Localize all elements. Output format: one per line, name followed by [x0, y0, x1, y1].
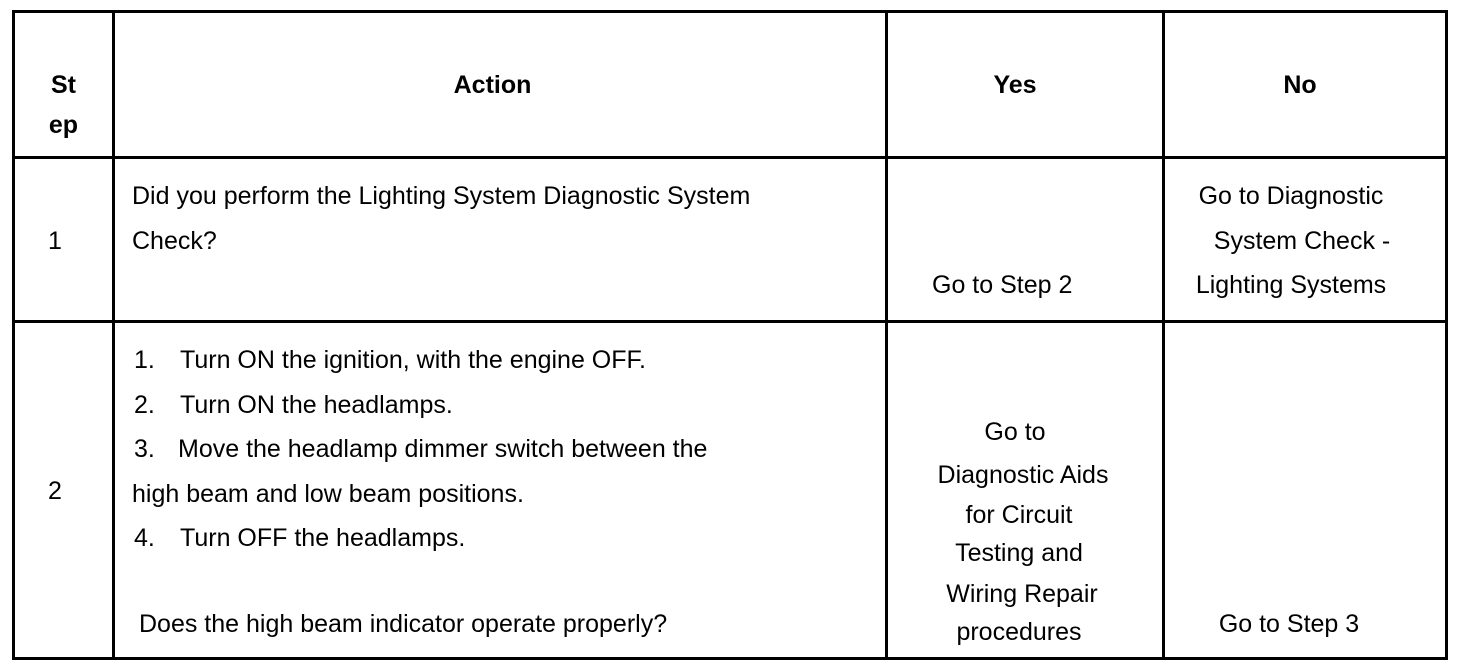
- row-1-step: 1: [48, 227, 62, 255]
- row-2-no: Go to Step 3: [1218, 610, 1360, 638]
- row-2-item-1-text: Turn ON the ignition, with the engine OFF.: [180, 346, 646, 374]
- column-divider-step: [112, 10, 115, 660]
- header-action: Action: [453, 71, 532, 99]
- header-no: No: [1283, 71, 1317, 99]
- header-divider: [12, 156, 1448, 159]
- row-1-no-line-3: Lighting Systems: [1195, 271, 1387, 299]
- table-border-left: [12, 10, 15, 660]
- row-1-no-line-1: Go to Diagnostic: [1198, 182, 1384, 210]
- row-2-yes-line-1: Go to: [984, 418, 1046, 446]
- row-1-yes: Go to Step 2: [932, 271, 1073, 299]
- table-border-top: [12, 10, 1448, 13]
- row-2-yes-line-3: for Circuit: [965, 501, 1073, 529]
- row-2-item-3-text: Move the headlamp dimmer switch between the: [178, 435, 708, 463]
- row-2-yes-line-6: procedures: [956, 618, 1082, 646]
- row-2-item-3-continuation: high beam and low beam positions.: [132, 480, 524, 508]
- header-yes: Yes: [993, 71, 1037, 99]
- row-2-yes-line-2: Diagnostic Aids: [937, 461, 1109, 489]
- row-divider: [12, 320, 1448, 323]
- header-step-line-1: St: [51, 71, 76, 99]
- row-2-yes-line-5: Wiring Repair: [946, 580, 1098, 608]
- row-1-no-line-2: System Check -: [1213, 227, 1391, 255]
- row-2-step: 2: [48, 477, 62, 505]
- row-2-item-4-number: 4.: [134, 524, 155, 552]
- row-1-action-line-2: Check?: [132, 227, 217, 255]
- table-border-bottom: [12, 657, 1448, 660]
- row-1-action-line-1: Did you perform the Lighting System Diagnostic System: [132, 182, 751, 210]
- row-2-item-4-text: Turn OFF the headlamps.: [180, 524, 466, 552]
- row-2-question: Does the high beam indicator operate properly?: [139, 610, 668, 638]
- table-border-right: [1445, 10, 1448, 660]
- column-divider-yes: [1162, 10, 1165, 660]
- row-2-item-3-number: 3.: [134, 435, 155, 463]
- row-2-yes-line-4: Testing and: [955, 539, 1083, 567]
- row-2-item-1-number: 1.: [134, 346, 155, 374]
- header-step-line-2: ep: [48, 111, 79, 139]
- row-2-item-2-number: 2.: [134, 391, 155, 419]
- row-2-item-2-text: Turn ON the headlamps.: [180, 391, 453, 419]
